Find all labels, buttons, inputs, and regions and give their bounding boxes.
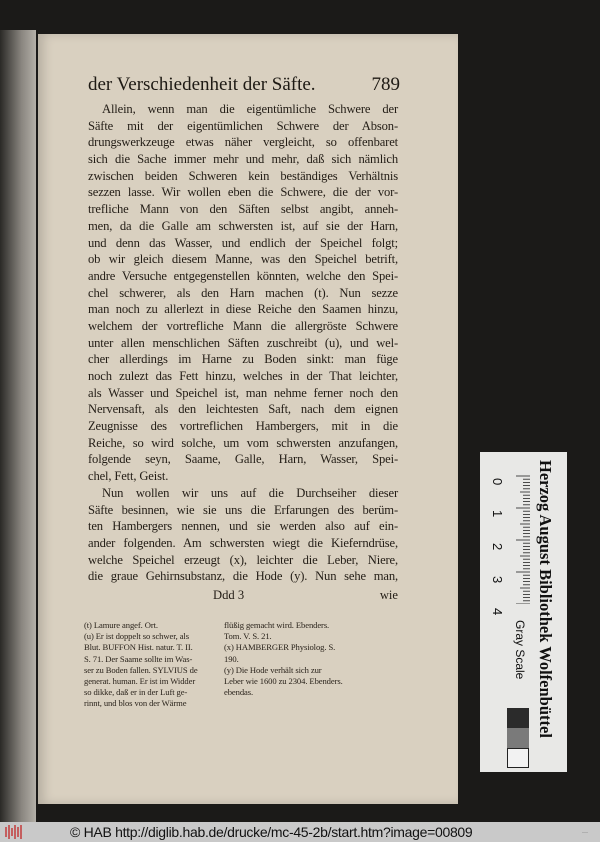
text-line: unter allen menschlichen Säften zuschreibt (u), und wel- bbox=[88, 335, 398, 350]
footnote-line: rinnt, und blos von der Wärme bbox=[84, 698, 187, 709]
ruler bbox=[516, 474, 530, 604]
gray-scale-label: Gray Scale bbox=[513, 620, 527, 680]
book-edge bbox=[0, 30, 36, 822]
footnote-line: ser zu Boden fallen. SYLVIUS de bbox=[84, 664, 198, 675]
text-line: Reiche, so wird solche, um vom schwersten anzufangen, bbox=[88, 435, 398, 450]
footer-bar bbox=[0, 822, 600, 842]
text-line: und denn das Wasser, und endlich der Speichel folgt; bbox=[88, 235, 398, 250]
ruler-number: 1 bbox=[490, 510, 505, 518]
footnote-line: S. 71. Der Saame sollte im Was- bbox=[84, 653, 193, 664]
text-line: cher allerdings im Harne zu Boden sinkt: man füge bbox=[88, 352, 398, 367]
footnote-line: (x) HAMBERGER Physiolog. S. bbox=[224, 642, 336, 653]
footnote-line: Leber wie 1600 zu 2304. Ebenders. bbox=[224, 676, 343, 687]
institution-label: Herzog August Bibliothek Wolfenbüttel bbox=[536, 460, 555, 738]
gray-patch-light bbox=[507, 748, 529, 768]
text-line: welche Speichel erzeugt (x), leichter die Leber, Niere, bbox=[88, 552, 398, 567]
footnote-line: ebendas. bbox=[224, 687, 254, 698]
ruler-number: 4 bbox=[490, 608, 505, 616]
text-line: men, da die Galle am schwersten ist, auf sie der Harn, bbox=[88, 218, 398, 233]
footnote-line: flüßig gemacht wird. Ebenders. bbox=[224, 620, 330, 630]
gray-patch-dark bbox=[507, 708, 529, 728]
footnotes-right bbox=[224, 620, 400, 698]
text-line: ob wir gleich diesem Manne, was den Speichel betrift, bbox=[88, 252, 398, 267]
text-line: noch zulezt das Fett hinzu, welches in der That leichter, bbox=[88, 369, 398, 383]
signature-mark: Ddd 3 bbox=[213, 588, 245, 602]
running-title: der Verschiedenheit der Säfte. bbox=[88, 74, 316, 95]
text-line: Säfte besinnen, wie sie uns die Erfarungen des berüm- bbox=[88, 502, 398, 517]
hab-logo-icon bbox=[4, 825, 24, 839]
text-line: trefliche Mann von den Säften selbst angibt, anneh- bbox=[88, 202, 398, 217]
catchline bbox=[88, 588, 398, 604]
main-text bbox=[88, 101, 398, 585]
running-header bbox=[88, 74, 400, 102]
page-number: 789 bbox=[371, 74, 400, 95]
text-line: die graue Gehirnsubstanz, die Hode (y). Nun sehe man, bbox=[88, 569, 398, 584]
footnote-line: Blut. BUFFON Hist. natur. T. II. bbox=[84, 642, 193, 653]
footnote-line: (t) Lamure angef. Ort. bbox=[84, 620, 158, 630]
footnote-line: generat. human. Er ist im Widder bbox=[84, 676, 196, 687]
text-line: als Wasser und Speichel ist, man nehme ferner noch den bbox=[88, 385, 398, 400]
text-line: zwischen beiden Schweren kein beständiges Verhältnis bbox=[88, 168, 398, 183]
text-line: drungswerkzeuge etwas näher vergleicht, so offenbaret bbox=[88, 135, 398, 150]
text-line: Zeugnisse des vortreflichen Hambergers, mit in die bbox=[88, 419, 398, 434]
footnotes-left bbox=[84, 620, 218, 710]
text-line: ten Hambergers nennen, und sie werden also auf ein- bbox=[88, 519, 398, 534]
footnote-line: (u) Er ist doppelt so schwer, als bbox=[84, 631, 189, 642]
ruler-number: 3 bbox=[490, 576, 505, 584]
text-line: chel schwerer, als den Harn machen (t). Nun sezze bbox=[88, 285, 398, 300]
footnote-line: so dikke, daß er in der Luft ge- bbox=[84, 687, 188, 698]
text-line: Nervensaft, als den leichtesten Saft, nach dem eignen bbox=[88, 402, 398, 417]
text-line: sich die Sache immer mehr und mehr, daß sich nämlich bbox=[88, 152, 398, 167]
footnote-line: Tom. V. S. 21. bbox=[224, 631, 272, 642]
text-line: Allein, wenn man die eigentümliche Schwere der bbox=[102, 102, 398, 116]
copyright-url[interactable]: © HAB http://diglib.hab.de/drucke/mc-45-2b/start.htm?image=00809 bbox=[70, 824, 473, 840]
catchword: wie bbox=[379, 588, 398, 602]
text-line: folgende seyn, Saame, Galle, Harn, Wasser, Spei- bbox=[88, 452, 398, 467]
footnote-line: 190. bbox=[224, 653, 239, 664]
text-line: sezzen lasse. Wir wollen eben die Schwere, die der vor- bbox=[88, 185, 398, 200]
gray-scale-card bbox=[480, 452, 567, 772]
dots: ... bbox=[582, 826, 588, 835]
text-line: chel, Fett, Geist. bbox=[88, 469, 169, 484]
footnote-line: (y) Die Hode verhält sich zur bbox=[224, 664, 322, 675]
text-line: ander folgenden. Am schwersten wiegt die Kieferndrüse, bbox=[88, 535, 398, 550]
gray-patch-mid bbox=[507, 728, 529, 748]
text-line: welchem der vortrefliche Mann die allergröste Schwere bbox=[88, 318, 398, 333]
text-line: Nun wollen wir uns auf die Durchseiher dieser bbox=[102, 485, 398, 500]
text-line: andre Versuche entgegenstellen könnten, welche den Spei- bbox=[88, 268, 398, 283]
ruler-number: 2 bbox=[490, 543, 505, 551]
ruler-number: 0 bbox=[490, 478, 505, 486]
text-line: man noch zu allerlezt in diese Reiche den Saamen hinzu, bbox=[88, 302, 398, 317]
text-line: Säfte mit der eigentümlichen Schwere der Abson- bbox=[88, 118, 398, 133]
